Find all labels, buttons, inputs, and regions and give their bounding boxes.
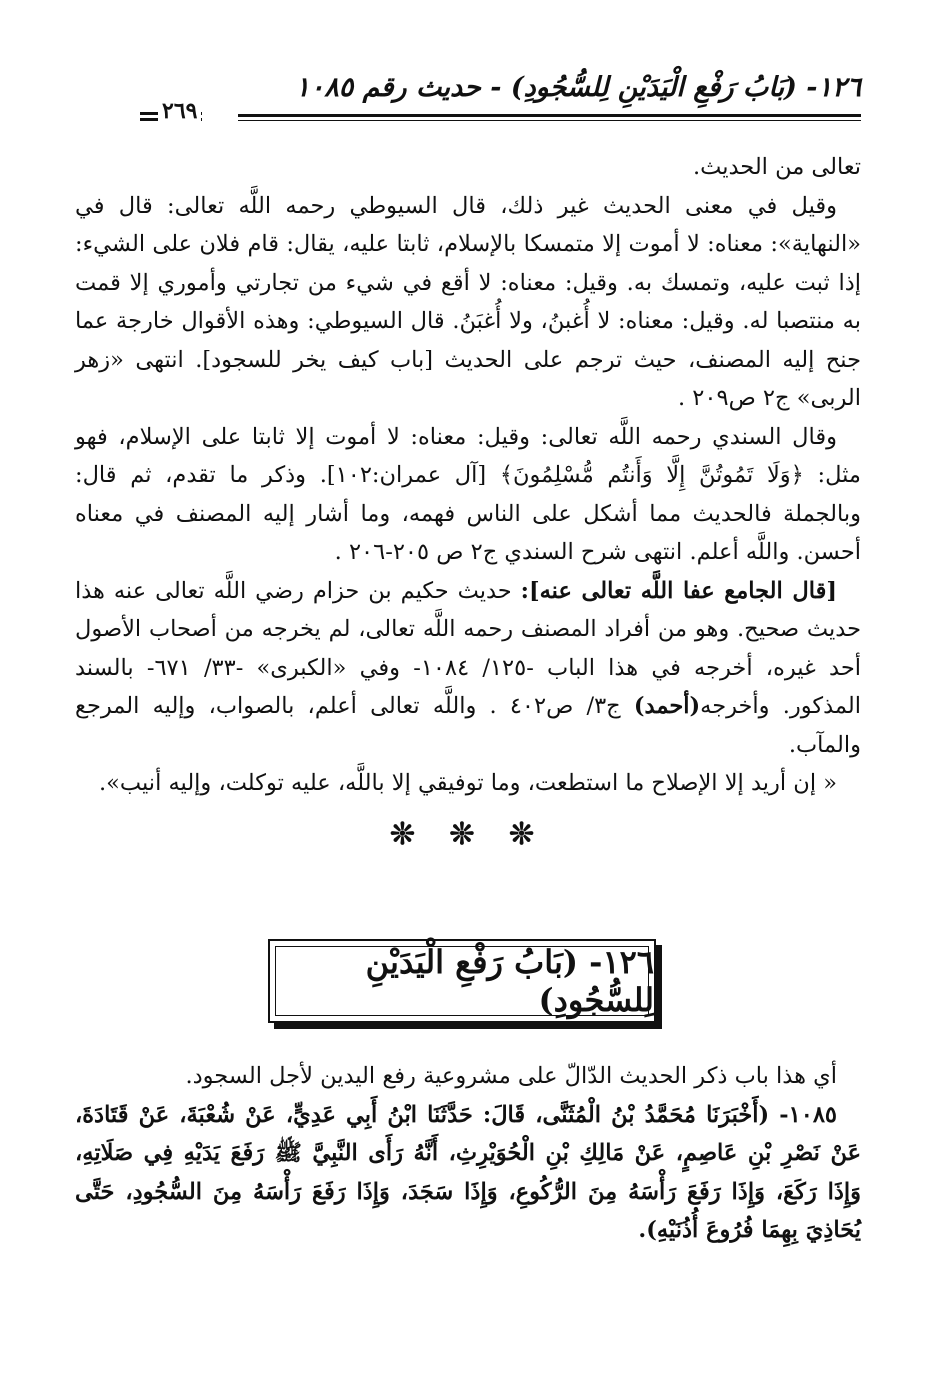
- chapter-title: ١٢٦- (بَابُ رَفْعِ الْيَدَيْنِ لِلسُّجُودِ): [365, 943, 654, 1019]
- jami-text: حديث حكيم بن حزام رضي اللَّه تعالى عنه هذا حديث صحيح. وهو من أفراد المصنف رحمه اللَّه تعالى، لم يخرجه من أصحاب الأصول أحد غيره، أخرجه في هذا الباب -١٢٥/ ١٠٨٤- وفي «الكبرى» -٣٣/ ٦٧١- بالسند المذكور. وأخرجه: [75, 577, 862, 719]
- jami-label: [قال الجامع عفا اللَّه تعالى عنه]:: [520, 577, 837, 604]
- running-title: ١٢٦- (بَابُ رَفْعِ الْيَدَيْنِ لِلسُّجُودِ) - حديث رقم ١٠٨٥: [295, 72, 861, 103]
- paragraph: وقال السندي رحمه اللَّه تعالى: وقيل: معناه: لا أموت إلا ثابتا على الإسلام، فهو مثل: ﴿وَلَا تَمُوتُنَّ إِلَّا وَأَنتُم مُّسْلِمُونَ﴾ [آل عمران:١٠٢]. وذكر ما تقدم، ثم قال: وبالجملة فالحديث مما أشكل على الناس فهمه، وما أشار إليه المصنف في معناه أحسن. واللَّه أعلم. انتهى شرح السندي ج٢ ص ٢٠٥-٢٠٦ .: [75, 423, 861, 565]
- section-separator: ❊ ❊ ❊: [389, 816, 547, 852]
- closing-quote: « إن أريد إلا الإصلاح ما استطعت، وما توفيقي إلا باللَّه، عليه توكلت، وإليه أنيب».: [99, 770, 837, 796]
- jami-tail: ج٣/ ص٤٠٢ . واللَّه تعالى أعلم، بالصواب، وإليه المرجع والمآب.: [75, 693, 861, 758]
- chapter-heading-box: [268, 939, 656, 1023]
- hadith-text: ١٠٨٥- (أَخْبَرَنَا مُحَمَّدُ بْنُ الْمُثَنَّى، قَالَ: حَدَّثَنَا ابْنُ أَبِي عَدِيٍّ، عَنْ شُعْبَةَ، عَنْ قَتَادَةَ، عَنْ نَصْرِ بْنِ عَاصِمٍ، عَنْ مَالِكِ بْنِ الْحُوَيْرِثِ، أَنَّهُ رَأَى النَّبِيَّ ﷺ رَفَعَ يَدَيْهِ فِي صَلَاتِهِ، وَإِذَا رَكَعَ، وَإِذَا رَفَعَ رَأْسَهُ مِنَ الرُّكُوعِ، وَإِذَا سَجَدَ، وَإِذَا رَفَعَ رَأْسَهُ مِنَ السُّجُودِ، حَتَّى يُحَاذِيَ بِهِمَا فُرُوعَ أُذُنَيْهِ).: [75, 1101, 861, 1243]
- page-number: ٢٦٩: [158, 98, 201, 124]
- page-header: [150, 72, 861, 132]
- paragraph: وقيل في معنى الحديث غير ذلك، قال السيوطي رحمه اللَّه تعالى: قال في «النهاية»: معناه: لا أموت إلا متمسكا بالإسلام، ثابتا عليه، يقال: قام فلان على الشيء: إذا ثبت عليه، وتمسك به. وقيل: معناه: لا أقع في شيء من تجارتي وأموري إلا قمت به منتصبا له. وقيل: معناه: لا أُغبنُ، ولا أُغبَنُ. قال السيوطي: وهذه الأقوال خارجة عما جنح إليه المصنف، حيث ترجم على الحديث [باب كيف يخر للسجود]. انتهى «زهر الربى» ج٢ ص٢٠٩ .: [75, 192, 861, 411]
- header-rule: [238, 114, 861, 117]
- chapter-intro: أي هذا باب ذكر الحديث الدّالّ على مشروعية رفع اليدين لأجل السجود.: [185, 1063, 837, 1089]
- paragraph: تعالى من الحديث.: [692, 154, 861, 180]
- ahmad-ref: (أحمد): [633, 693, 701, 719]
- header-rule-thin: [238, 120, 861, 121]
- jami-paragraph: [75, 572, 861, 765]
- commentary-body: [75, 148, 861, 873]
- chapter-body: [75, 1057, 861, 1250]
